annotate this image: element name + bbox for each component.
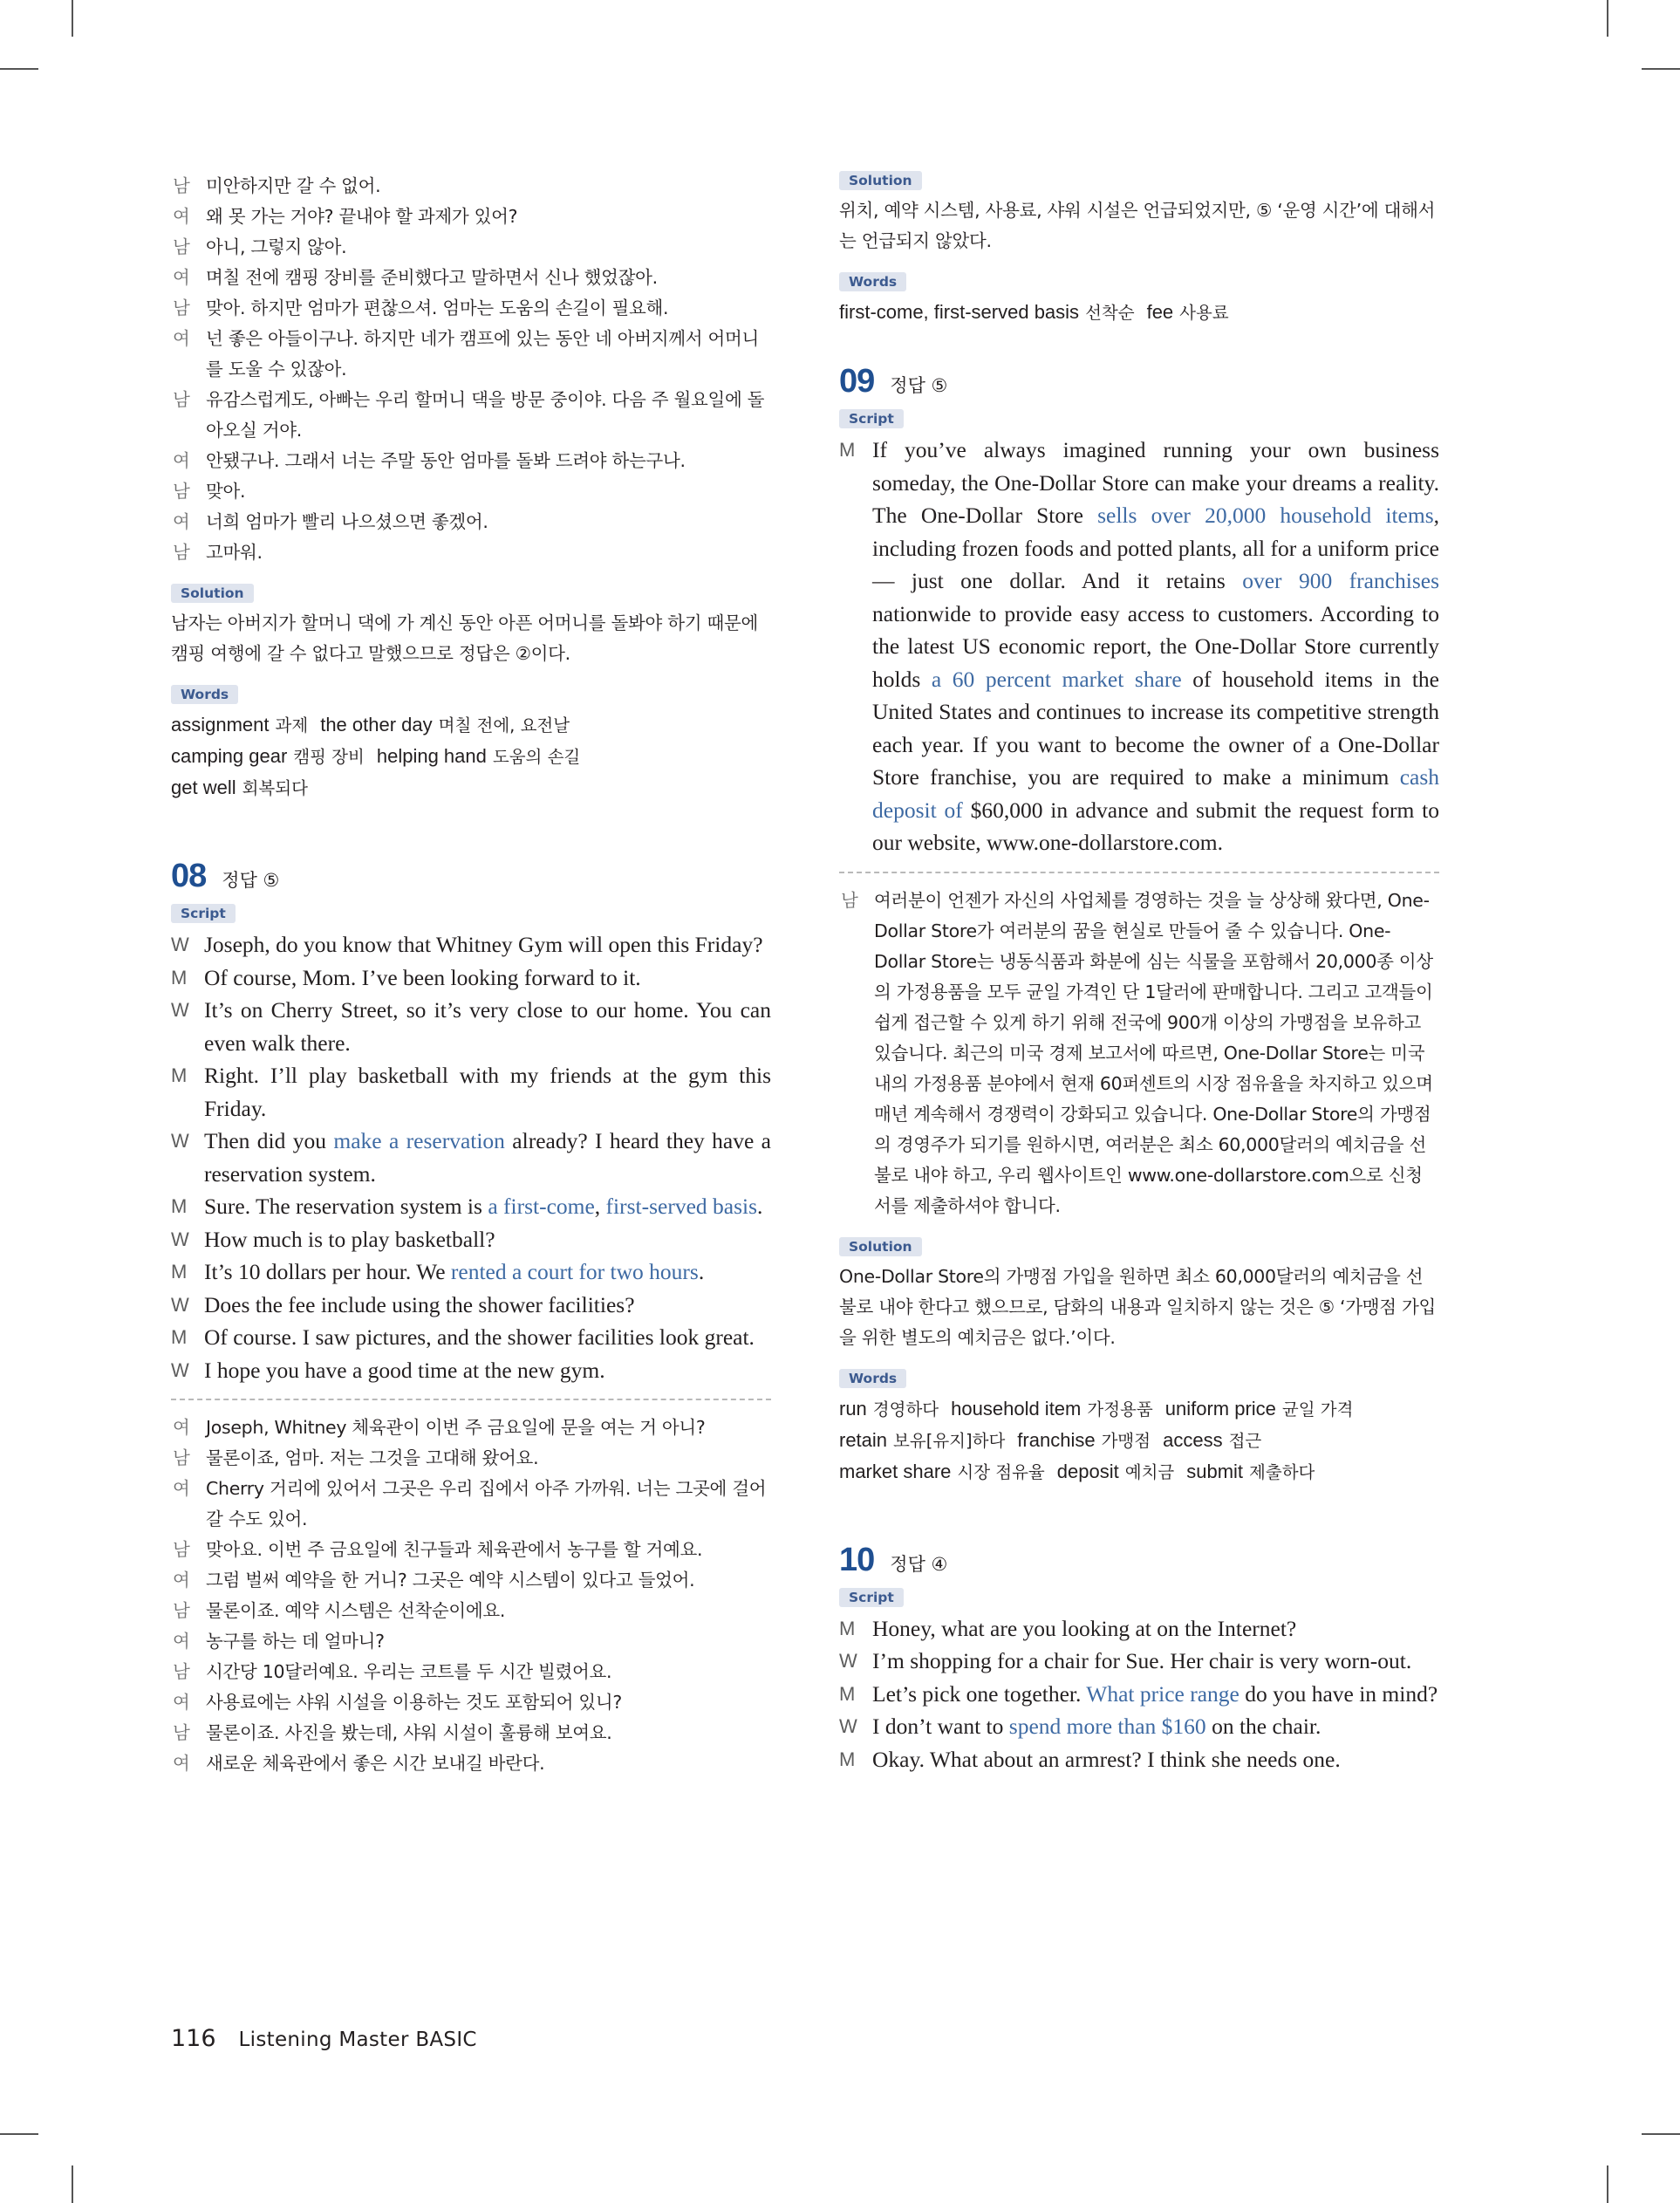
highlighted-phrase: make a reservation bbox=[333, 1128, 505, 1153]
speaker-label: 남 bbox=[173, 1600, 190, 1621]
korean-translation-08 bbox=[171, 1413, 771, 1779]
script-text: on the chair. bbox=[1205, 1714, 1321, 1739]
script-text: I don’t want to bbox=[872, 1714, 1009, 1739]
script-line bbox=[171, 1059, 771, 1125]
words-tag: Words bbox=[171, 685, 238, 704]
script-text: Then did you bbox=[204, 1128, 334, 1153]
dialogue-line bbox=[171, 537, 771, 568]
speaker-label: M bbox=[839, 1748, 856, 1770]
word-korean: 캠핑 장비 bbox=[293, 747, 365, 767]
solution-07-text: 남자는 아버지가 할머니 댁에 가 계신 동안 아픈 어머니를 돌봐야 하기 때문에 캠핑 여행에 갈 수 없다고 말했으므로 정답은 ②이다. bbox=[171, 612, 758, 664]
book-title: Listening Master BASIC bbox=[238, 2029, 477, 2051]
crop-mark bbox=[1607, 2165, 1608, 2203]
script-text: It’s on Cherry Street, so it’s very close to our home. You can even walk there. bbox=[204, 997, 771, 1056]
script-text: I hope you have a good time at the new gym. bbox=[204, 1357, 605, 1383]
speaker-label: 여 bbox=[173, 267, 190, 288]
dialogue-text: 아니, 그렇지 않아. bbox=[206, 236, 347, 257]
dialogue-line bbox=[171, 1718, 771, 1748]
dialogue-line bbox=[171, 1565, 771, 1596]
dialogue-text: 시간당 10달러예요. 우리는 코트를 두 시간 빌렸어요. bbox=[206, 1661, 612, 1682]
left-column bbox=[171, 171, 771, 1779]
speaker-label: 남 bbox=[841, 889, 858, 911]
solution-09-text: One-Dollar Store의 가맹점 가입을 원하면 최소 60,000달러의 예치금을 선불로 내야 한다고 했으므로, 담화의 내용과 일치하지 않는 것은 ⑤ ‘가맹점 가입을 위한 별도의 예치금은 없다.’이다. bbox=[839, 1265, 1436, 1348]
crop-mark bbox=[1607, 0, 1608, 37]
speaker-label: W bbox=[171, 1293, 189, 1316]
script-text: . bbox=[757, 1194, 763, 1219]
crop-mark bbox=[1642, 68, 1680, 70]
script-line bbox=[171, 1354, 771, 1387]
dialogue-text: 사용료에는 샤워 시설을 이용하는 것도 포함되어 있니? bbox=[206, 1692, 622, 1713]
speaker-label: W bbox=[171, 1358, 189, 1381]
answer-label: 정답 ④ bbox=[890, 1553, 948, 1575]
dialogue-text: 안됐구나. 그래서 너는 주말 동안 엄마를 돌봐 드려야 하는구나. bbox=[206, 450, 686, 471]
crop-mark bbox=[72, 0, 73, 37]
question-number: 10 bbox=[839, 1541, 875, 1578]
dialogue-line bbox=[171, 1748, 771, 1779]
script-line bbox=[171, 961, 771, 995]
dialogue-line bbox=[171, 476, 771, 507]
speaker-label: 여 bbox=[173, 206, 190, 227]
dialogue-text: 며칠 전에 캠핑 장비를 준비했다고 말하면서 신나 했었잖아. bbox=[206, 267, 658, 288]
crop-mark bbox=[1642, 2133, 1680, 2135]
words-line bbox=[839, 297, 1439, 328]
script-text: Does the fee include using the shower facilities? bbox=[204, 1291, 635, 1317]
word-english: the other day bbox=[320, 714, 433, 735]
script-text: Joseph, do you know that Whitney Gym will open this Friday? bbox=[204, 932, 763, 957]
word-korean: 회복되다 bbox=[242, 778, 308, 798]
dialogue-line bbox=[171, 1596, 771, 1626]
script-text: Sure. The reservation system is bbox=[204, 1194, 488, 1219]
word-english: franchise bbox=[1017, 1428, 1096, 1451]
dialogue-text: 그럼 벌써 예약을 한 거니? 그곳은 예약 시스템이 있다고 들었어. bbox=[206, 1570, 695, 1591]
script-text: Of course, Mom. I’ve been looking forward to it. bbox=[204, 964, 641, 990]
dialogue-text: 맞아요. 이번 주 금요일에 친구들과 체육관에서 농구를 할 거예요. bbox=[206, 1539, 703, 1560]
dialogue-text: 유감스럽게도, 아빠는 우리 할머니 댁을 방문 중이야. 다음 주 월요일에 돌아오실 거야. bbox=[206, 389, 765, 441]
dialogue-line bbox=[171, 446, 771, 476]
script-text: , bbox=[594, 1194, 606, 1219]
dialogue-line bbox=[171, 1626, 771, 1657]
word-english: market share bbox=[839, 1460, 952, 1482]
word-english: access bbox=[1163, 1428, 1223, 1451]
speaker-label: 남 bbox=[173, 1539, 190, 1560]
question-08-header bbox=[171, 858, 771, 895]
script-line bbox=[171, 1321, 771, 1354]
speaker-label: 남 bbox=[173, 1661, 190, 1682]
divider bbox=[171, 1399, 771, 1400]
script-line bbox=[171, 928, 771, 961]
question-number: 08 bbox=[171, 858, 207, 894]
speaker-label: 여 bbox=[173, 450, 190, 471]
solution-08-text: 위치, 예약 시스템, 사용료, 샤워 시설은 언급되었지만, ⑤ ‘운영 시간’에 대해서는 언급되지 않았다. bbox=[839, 200, 1436, 251]
script-text: Let’s pick one together. bbox=[872, 1680, 1087, 1707]
word-english: assignment bbox=[171, 714, 270, 735]
words-line bbox=[839, 1425, 1439, 1456]
script-line bbox=[171, 994, 771, 1059]
dialogue-text: 고마워. bbox=[206, 542, 263, 563]
dialogue-line bbox=[171, 1657, 771, 1687]
speaker-label: 여 bbox=[173, 1692, 190, 1713]
word-korean: 과제 bbox=[275, 715, 309, 735]
speaker-label: 여 bbox=[173, 1478, 190, 1499]
word-english: deposit bbox=[1056, 1460, 1119, 1482]
dialogue-line bbox=[171, 385, 771, 446]
words-08-list bbox=[839, 297, 1439, 328]
dialogue-text: 물론이죠, 엄마. 저는 그것을 고대해 왔어요. bbox=[206, 1447, 539, 1468]
words-07-list bbox=[171, 709, 771, 804]
speaker-label: 여 bbox=[173, 1570, 190, 1591]
script-line bbox=[171, 1223, 771, 1256]
words-line bbox=[839, 1393, 1439, 1425]
highlighted-phrase: sells over 20,000 household items bbox=[1097, 503, 1434, 528]
speaker-label: 남 bbox=[173, 1722, 190, 1743]
solution-tag: Solution bbox=[171, 584, 254, 603]
dialogue-text: 물론이죠. 예약 시스템은 선착순이에요. bbox=[206, 1600, 506, 1621]
solution-tag: Solution bbox=[839, 1237, 922, 1256]
word-english: helping hand bbox=[376, 745, 487, 767]
script-tag: Script bbox=[171, 904, 236, 923]
word-english: fee bbox=[1146, 301, 1174, 323]
question-09-header bbox=[839, 363, 1439, 400]
highlighted-phrase: over 900 franchises bbox=[1242, 568, 1439, 593]
highlighted-phrase: a first-come bbox=[488, 1194, 595, 1219]
script-text: It’s 10 dollars per hour. We bbox=[204, 1259, 451, 1284]
page-footer bbox=[171, 2025, 477, 2052]
script-text: Right. I’ll play basketball with my friends at the gym this Friday. bbox=[204, 1063, 771, 1121]
word-korean: 제출하다 bbox=[1249, 1461, 1315, 1482]
speaker-label: 남 bbox=[173, 542, 190, 563]
words-line bbox=[839, 1456, 1439, 1488]
dialogue-line bbox=[171, 324, 771, 385]
script-text: Of course. I saw pictures, and the shower facilities look great. bbox=[204, 1324, 755, 1350]
script-line bbox=[171, 1125, 771, 1190]
speaker-label: W bbox=[839, 1650, 857, 1672]
word-korean: 선착순 bbox=[1085, 303, 1135, 323]
speaker-label: W bbox=[171, 934, 189, 955]
words-line bbox=[171, 741, 771, 772]
script-line bbox=[171, 1255, 771, 1289]
word-english: retain bbox=[839, 1428, 888, 1451]
script-line bbox=[839, 1612, 1439, 1645]
dialogue-text: 농구를 하는 데 얼마니? bbox=[206, 1631, 385, 1652]
script-09-body bbox=[872, 437, 1439, 855]
speaker-label: W bbox=[171, 999, 189, 1021]
word-english: uniform price bbox=[1164, 1397, 1276, 1420]
dialogue-line bbox=[171, 293, 771, 324]
dialogue-line bbox=[171, 171, 771, 202]
speaker-label: 여 bbox=[173, 328, 190, 349]
script-line bbox=[839, 1678, 1439, 1711]
words-line bbox=[171, 709, 771, 741]
dialogue-text: Joseph, Whitney 체육관이 이번 주 금요일에 문을 여는 거 아니? bbox=[206, 1417, 706, 1438]
korean-translation-09 bbox=[839, 886, 1439, 1221]
speaker-label: M bbox=[839, 439, 856, 461]
word-english: submit bbox=[1186, 1460, 1244, 1482]
highlighted-phrase: What price range bbox=[1086, 1680, 1240, 1707]
script-line bbox=[839, 1743, 1439, 1776]
highlighted-phrase: first-served basis bbox=[605, 1194, 758, 1219]
crop-mark bbox=[0, 68, 38, 70]
script-line bbox=[171, 1289, 771, 1322]
script-tag: Script bbox=[839, 409, 904, 428]
script-line bbox=[171, 1190, 771, 1223]
word-english: run bbox=[839, 1397, 867, 1420]
dialogue-text: 물론이죠. 사진을 봤는데, 샤워 시설이 훌륭해 보여요. bbox=[206, 1722, 612, 1743]
speaker-label: W bbox=[171, 1228, 189, 1250]
dialogue-line bbox=[171, 1687, 771, 1718]
answer-label: 정답 ⑤ bbox=[222, 870, 280, 891]
word-korean: 사용료 bbox=[1179, 303, 1229, 323]
speaker-label: M bbox=[171, 1064, 188, 1086]
question-10-header bbox=[839, 1542, 1439, 1579]
speaker-label: M bbox=[171, 1261, 188, 1283]
speaker-label: 남 bbox=[173, 389, 190, 410]
highlighted-phrase: a 60 percent market share bbox=[931, 666, 1182, 692]
script-text: do you have in mind? bbox=[1239, 1680, 1438, 1707]
word-english: first-come, first-served basis bbox=[839, 301, 1080, 323]
word-english: get well bbox=[171, 777, 236, 798]
script-text: already? I heard they have a reservation system. bbox=[204, 1128, 772, 1187]
dialogue-line bbox=[171, 202, 771, 232]
words-tag: Words bbox=[839, 272, 906, 291]
answer-label: 정답 ⑤ bbox=[890, 375, 948, 396]
speaker-label: 여 bbox=[173, 1753, 190, 1774]
word-english: household item bbox=[951, 1397, 1082, 1420]
word-korean: 도움의 손길 bbox=[492, 747, 581, 767]
word-korean: 보유[유지]하다 bbox=[893, 1430, 1006, 1451]
script-text: If you’ve always imagined running your own business someday, the One-Dollar Store can make your dreams a reality. The One-Dollar Store bbox=[872, 437, 1439, 528]
dialogue-text: 새로운 체육관에서 좋은 시간 보내길 바란다. bbox=[206, 1753, 545, 1774]
word-korean: 접근 bbox=[1228, 1430, 1262, 1451]
dialogue-line bbox=[171, 263, 771, 293]
speaker-label: 여 bbox=[173, 1417, 190, 1438]
dialogue-text: 미안하지만 갈 수 없어. bbox=[206, 175, 381, 196]
speaker-label: W bbox=[171, 1130, 189, 1152]
dialogue-line bbox=[171, 507, 771, 537]
crop-mark bbox=[72, 2165, 73, 2203]
dialogue-text: 넌 좋은 아들이구나. 하지만 네가 캠프에 있는 동안 네 아버지께서 어머니를 도울 수 있잖아. bbox=[206, 328, 759, 380]
speaker-label: 남 bbox=[173, 481, 190, 502]
script-text: Okay. What about an armrest? I think she needs one. bbox=[872, 1746, 1341, 1772]
words-line bbox=[171, 772, 771, 804]
divider bbox=[839, 872, 1439, 873]
dialogue-text: 왜 못 가는 거야? 끝내야 할 과제가 있어? bbox=[206, 206, 518, 227]
script-line bbox=[839, 1645, 1439, 1678]
word-korean: 가정용품 bbox=[1087, 1399, 1153, 1420]
script-text: nationwide to provide easy access to customers. According to the latest US economic report, the One-Dollar Store currently holds bbox=[872, 600, 1439, 692]
question-number: 09 bbox=[839, 363, 875, 400]
korean-translation-09-text: 여러분이 언젠가 자신의 사업체를 경영하는 것을 늘 상상해 왔다면, One-Dollar Store가 여러분의 꿈을 현실로 만들어 줄 수 있습니다. One-Dollar Store는 냉동식품과 화분에 심는 식물을 포함해서 20,000종 이상의 가정용품을 모두 균일 가격인 단 1달러에 판매합니다. 그리고 고객들이 쉽게 접근할 수 있게 하기 위해 전국에 900개 이상의 가맹점을 보유하고 있습니다. 최근의 미국 경제 보고서에 따르면, One-Dollar Store는 미국 내의 가정용품 분야에서 현재 60퍼센트의 시장 점유율을 차지하고 있으며 매년 계속해서 경쟁력이 강화되고 있습니다. One-Dollar Store의 가맹점의 경영주가 되기를 원하시면, 여러분은 최소 60,000달러의 예치금을 선불로 내야 하고, 우리 웹사이트인 www.one-dollarstore.com으로 신청서를 제출하셔야 합니다. bbox=[874, 889, 1433, 1216]
solution-tag: Solution bbox=[839, 171, 922, 190]
korean-dialogue-07 bbox=[171, 171, 771, 568]
word-korean: 가맹점 bbox=[1101, 1430, 1151, 1451]
speaker-label: W bbox=[839, 1715, 857, 1737]
script-09 bbox=[839, 434, 1439, 859]
script-text: Honey, what are you looking at on the Internet? bbox=[872, 1615, 1297, 1641]
word-korean: 균일 가격 bbox=[1281, 1399, 1354, 1420]
dialogue-line bbox=[171, 1443, 771, 1474]
speaker-label: M bbox=[171, 1326, 188, 1348]
speaker-label: 남 bbox=[173, 175, 190, 196]
script-text: I’m shopping for a chair for Sue. Her chair is very worn-out. bbox=[872, 1648, 1412, 1673]
page-number: 116 bbox=[171, 2025, 216, 2052]
script-10 bbox=[839, 1612, 1439, 1776]
word-korean: 경영하다 bbox=[872, 1399, 939, 1420]
speaker-label: 남 bbox=[173, 298, 190, 318]
speaker-label: M bbox=[839, 1617, 856, 1639]
right-column bbox=[839, 171, 1439, 1775]
script-08 bbox=[171, 928, 771, 1386]
highlighted-phrase: rented a court for two hours bbox=[450, 1259, 699, 1284]
word-korean: 예치금 bbox=[1124, 1461, 1175, 1482]
script-text: . bbox=[698, 1259, 705, 1284]
dialogue-text: 너희 엄마가 빨리 나으셨으면 좋겠어. bbox=[206, 511, 488, 532]
script-text: , including frozen foods and potted plants, all for a uniform price — just one dollar. And it retains bbox=[872, 503, 1440, 593]
script-text: How much is to play basketball? bbox=[204, 1226, 495, 1252]
words-tag: Words bbox=[839, 1369, 906, 1388]
word-korean: 시장 점유율 bbox=[957, 1461, 1045, 1482]
dialogue-text: Cherry 거리에 있어서 그곳은 우리 집에서 아주 가까워. 너는 그곳에 걸어갈 수도 있어. bbox=[206, 1478, 767, 1529]
script-text: of household items in the United States and continues to increase its competitive strength each year. If you want to become the owner of a One-Dollar Store franchise, you are required to make a minimum bbox=[872, 666, 1439, 790]
word-korean: 며칠 전에, 요전날 bbox=[438, 715, 570, 735]
speaker-label: M bbox=[171, 966, 188, 989]
dialogue-line bbox=[171, 1535, 771, 1565]
script-tag: Script bbox=[839, 1588, 904, 1607]
dialogue-line bbox=[171, 232, 771, 263]
speaker-label: 남 bbox=[173, 236, 190, 257]
dialogue-line bbox=[171, 1474, 771, 1535]
script-line bbox=[839, 1710, 1439, 1743]
dialogue-text: 맞아. 하지만 엄마가 편찮으셔. 엄마는 도움의 손길이 필요해. bbox=[206, 298, 669, 318]
speaker-label: M bbox=[839, 1682, 856, 1705]
dialogue-line bbox=[171, 1413, 771, 1443]
highlighted-phrase: cash deposit of bbox=[872, 764, 1439, 823]
script-text: $60,000 in advance and submit the request form to our website, www.one-dollarstore.com. bbox=[872, 797, 1439, 855]
speaker-label: 여 bbox=[173, 1631, 190, 1652]
dialogue-text: 맞아. bbox=[206, 481, 246, 502]
words-09-list bbox=[839, 1393, 1439, 1488]
speaker-label: 여 bbox=[173, 511, 190, 532]
crop-mark bbox=[0, 2133, 38, 2135]
word-english: camping gear bbox=[171, 745, 288, 767]
highlighted-phrase: spend more than $160 bbox=[1008, 1714, 1206, 1739]
speaker-label: M bbox=[171, 1195, 188, 1217]
speaker-label: 남 bbox=[173, 1447, 190, 1468]
